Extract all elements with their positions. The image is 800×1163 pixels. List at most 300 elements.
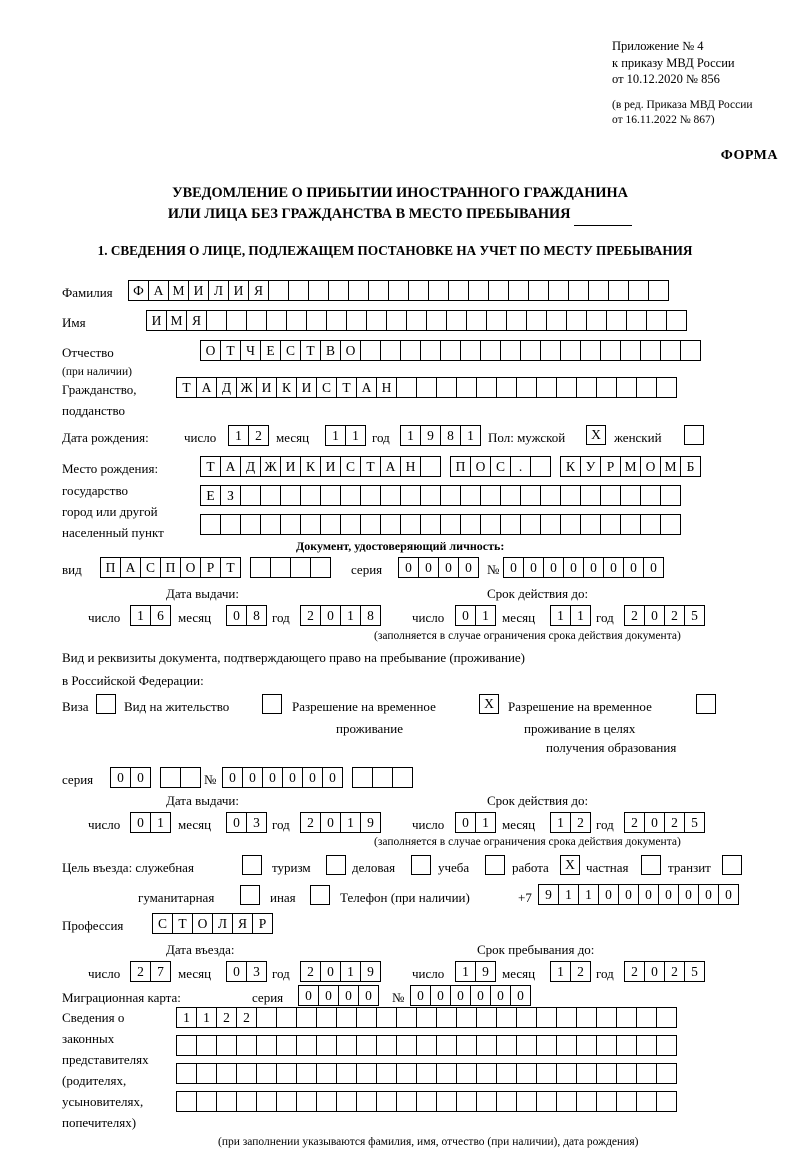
char-cell[interactable]: Л: [212, 913, 233, 934]
char-cell[interactable]: [436, 1091, 457, 1112]
char-cell[interactable]: [316, 1063, 337, 1084]
char-cell[interactable]: [436, 1063, 457, 1084]
char-cell[interactable]: Р: [200, 557, 221, 578]
char-cell[interactable]: [496, 1035, 517, 1056]
char-cell[interactable]: 2: [624, 812, 645, 833]
char-cell[interactable]: [376, 1091, 397, 1112]
char-cell[interactable]: 0: [222, 767, 243, 788]
char-cell[interactable]: [396, 1091, 417, 1112]
char-cell[interactable]: 1: [340, 812, 361, 833]
char-cell[interactable]: 0: [523, 557, 544, 578]
char-cell[interactable]: 2: [624, 605, 645, 626]
char-cell[interactable]: 1: [550, 605, 571, 626]
char-cell[interactable]: 0: [455, 605, 476, 626]
field-birthplace-city[interactable]: [200, 485, 680, 506]
char-cell[interactable]: [576, 1007, 597, 1028]
char-cell[interactable]: [540, 485, 561, 506]
char-cell[interactable]: 9: [538, 884, 559, 905]
char-cell[interactable]: 0: [130, 767, 151, 788]
char-cell[interactable]: [506, 310, 527, 331]
char-cell[interactable]: [296, 1035, 317, 1056]
char-cell[interactable]: [548, 280, 569, 301]
char-cell[interactable]: [316, 1091, 337, 1112]
char-cell[interactable]: 1: [196, 1007, 217, 1028]
char-cell[interactable]: [616, 1035, 637, 1056]
field-entry-month[interactable]: [226, 961, 266, 982]
char-cell[interactable]: Р: [600, 456, 621, 477]
char-cell[interactable]: Я: [248, 280, 269, 301]
field-birth-day[interactable]: [228, 425, 268, 446]
char-cell[interactable]: 2: [664, 605, 685, 626]
field-perm-number[interactable]: [222, 767, 412, 788]
char-cell[interactable]: 0: [226, 812, 247, 833]
char-cell[interactable]: А: [380, 456, 401, 477]
char-cell[interactable]: [240, 485, 261, 506]
char-cell[interactable]: [352, 767, 373, 788]
char-cell[interactable]: [356, 1007, 377, 1028]
char-cell[interactable]: [396, 1063, 417, 1084]
char-cell[interactable]: [656, 1091, 677, 1112]
char-cell[interactable]: 2: [300, 812, 321, 833]
char-cell[interactable]: О: [192, 913, 213, 934]
char-cell[interactable]: [376, 1063, 397, 1084]
char-cell[interactable]: 0: [563, 557, 584, 578]
char-cell[interactable]: [400, 340, 421, 361]
field-birthplace-state[interactable]: [200, 456, 700, 477]
char-cell[interactable]: [440, 485, 461, 506]
char-cell[interactable]: [268, 280, 289, 301]
char-cell[interactable]: [640, 485, 661, 506]
char-cell[interactable]: [536, 1035, 557, 1056]
char-cell[interactable]: 3: [246, 961, 267, 982]
char-cell[interactable]: Н: [400, 456, 421, 477]
char-cell[interactable]: 0: [455, 812, 476, 833]
char-cell[interactable]: 0: [358, 985, 379, 1006]
char-cell[interactable]: [388, 280, 409, 301]
char-cell[interactable]: [508, 280, 529, 301]
char-cell[interactable]: [660, 340, 681, 361]
char-cell[interactable]: О: [340, 340, 361, 361]
char-cell[interactable]: [488, 280, 509, 301]
char-cell[interactable]: [216, 1063, 237, 1084]
char-cell[interactable]: [356, 1091, 377, 1112]
char-cell[interactable]: 0: [302, 767, 323, 788]
char-cell[interactable]: [276, 1035, 297, 1056]
char-cell[interactable]: 0: [510, 985, 531, 1006]
char-cell[interactable]: [606, 310, 627, 331]
char-cell[interactable]: [526, 310, 547, 331]
char-cell[interactable]: 0: [410, 985, 431, 1006]
char-cell[interactable]: [500, 514, 521, 535]
char-cell[interactable]: Т: [200, 456, 221, 477]
char-cell[interactable]: [556, 1063, 577, 1084]
char-cell[interactable]: [250, 557, 271, 578]
char-cell[interactable]: [476, 1035, 497, 1056]
char-cell[interactable]: [416, 1007, 437, 1028]
char-cell[interactable]: [616, 1091, 637, 1112]
char-cell[interactable]: 1: [455, 961, 476, 982]
char-cell[interactable]: 1: [228, 425, 249, 446]
char-cell[interactable]: [276, 1063, 297, 1084]
char-cell[interactable]: 1: [550, 812, 571, 833]
char-cell[interactable]: [596, 377, 617, 398]
field-legal-reps-row-4[interactable]: [176, 1091, 676, 1112]
char-cell[interactable]: И: [188, 280, 209, 301]
char-cell[interactable]: [528, 280, 549, 301]
char-cell[interactable]: 0: [644, 812, 665, 833]
char-cell[interactable]: [346, 310, 367, 331]
char-cell[interactable]: [276, 1007, 297, 1028]
char-cell[interactable]: Я: [186, 310, 207, 331]
char-cell[interactable]: Р: [252, 913, 273, 934]
char-cell[interactable]: [460, 340, 481, 361]
char-cell[interactable]: 0: [318, 985, 339, 1006]
char-cell[interactable]: 9: [420, 425, 441, 446]
char-cell[interactable]: [666, 310, 687, 331]
char-cell[interactable]: [368, 280, 389, 301]
char-cell[interactable]: [476, 377, 497, 398]
char-cell[interactable]: 1: [550, 961, 571, 982]
char-cell[interactable]: [556, 1035, 577, 1056]
char-cell[interactable]: 1: [475, 605, 496, 626]
char-cell[interactable]: [326, 310, 347, 331]
char-cell[interactable]: [196, 1091, 217, 1112]
char-cell[interactable]: 0: [618, 884, 639, 905]
char-cell[interactable]: 0: [543, 557, 564, 578]
char-cell[interactable]: 1: [558, 884, 579, 905]
char-cell[interactable]: 6: [150, 605, 171, 626]
char-cell[interactable]: 0: [130, 812, 151, 833]
char-cell[interactable]: 1: [130, 605, 151, 626]
char-cell[interactable]: [196, 1035, 217, 1056]
char-cell[interactable]: 2: [664, 812, 685, 833]
char-cell[interactable]: [340, 514, 361, 535]
char-cell[interactable]: Т: [172, 913, 193, 934]
char-cell[interactable]: И: [320, 456, 341, 477]
char-cell[interactable]: Т: [176, 377, 197, 398]
char-cell[interactable]: [556, 1007, 577, 1028]
char-cell[interactable]: [608, 280, 629, 301]
char-cell[interactable]: [516, 1063, 537, 1084]
char-cell[interactable]: 0: [503, 557, 524, 578]
checkbox-edu-residence[interactable]: [696, 694, 716, 714]
char-cell[interactable]: [520, 340, 541, 361]
char-cell[interactable]: 2: [300, 605, 321, 626]
char-cell[interactable]: С: [316, 377, 337, 398]
char-cell[interactable]: 0: [638, 884, 659, 905]
char-cell[interactable]: 5: [684, 605, 705, 626]
char-cell[interactable]: 2: [300, 961, 321, 982]
char-cell[interactable]: [576, 1035, 597, 1056]
char-cell[interactable]: 0: [398, 557, 419, 578]
char-cell[interactable]: [256, 1063, 277, 1084]
char-cell[interactable]: [270, 557, 291, 578]
char-cell[interactable]: [376, 1007, 397, 1028]
char-cell[interactable]: [340, 485, 361, 506]
char-cell[interactable]: [496, 377, 517, 398]
checkbox-sex-female[interactable]: [684, 425, 704, 445]
char-cell[interactable]: [180, 767, 201, 788]
char-cell[interactable]: 0: [320, 961, 341, 982]
field-stay-day[interactable]: [455, 961, 495, 982]
char-cell[interactable]: [260, 485, 281, 506]
char-cell[interactable]: [476, 1063, 497, 1084]
checkbox-purpose-tourism[interactable]: [326, 855, 346, 875]
field-perm-issue-year[interactable]: [300, 812, 380, 833]
char-cell[interactable]: [376, 1035, 397, 1056]
char-cell[interactable]: [360, 340, 381, 361]
char-cell[interactable]: [600, 514, 621, 535]
char-cell[interactable]: 0: [583, 557, 604, 578]
char-cell[interactable]: 1: [340, 605, 361, 626]
char-cell[interactable]: 2: [216, 1007, 237, 1028]
char-cell[interactable]: Е: [200, 485, 221, 506]
char-cell[interactable]: [556, 377, 577, 398]
char-cell[interactable]: [626, 310, 647, 331]
char-cell[interactable]: [656, 1035, 677, 1056]
char-cell[interactable]: [520, 514, 541, 535]
char-cell[interactable]: 0: [110, 767, 131, 788]
checkbox-temp-residence[interactable]: X: [479, 694, 499, 714]
char-cell[interactable]: [246, 310, 267, 331]
char-cell[interactable]: [580, 485, 601, 506]
char-cell[interactable]: [560, 485, 581, 506]
char-cell[interactable]: [356, 1063, 377, 1084]
char-cell[interactable]: И: [280, 456, 301, 477]
field-birth-month[interactable]: [325, 425, 365, 446]
char-cell[interactable]: [336, 1091, 357, 1112]
char-cell[interactable]: [400, 485, 421, 506]
char-cell[interactable]: Т: [360, 456, 381, 477]
char-cell[interactable]: [296, 1091, 317, 1112]
char-cell[interactable]: Ф: [128, 280, 149, 301]
char-cell[interactable]: [396, 377, 417, 398]
char-cell[interactable]: [580, 340, 601, 361]
char-cell[interactable]: 0: [338, 985, 359, 1006]
char-cell[interactable]: П: [100, 557, 121, 578]
char-cell[interactable]: [536, 1063, 557, 1084]
char-cell[interactable]: [308, 280, 329, 301]
char-cell[interactable]: О: [470, 456, 491, 477]
char-cell[interactable]: [476, 1007, 497, 1028]
checkbox-visa[interactable]: [96, 694, 116, 714]
char-cell[interactable]: З: [220, 485, 241, 506]
char-cell[interactable]: [400, 514, 421, 535]
char-cell[interactable]: [476, 1091, 497, 1112]
char-cell[interactable]: [256, 1091, 277, 1112]
char-cell[interactable]: К: [300, 456, 321, 477]
char-cell[interactable]: [290, 557, 311, 578]
char-cell[interactable]: 1: [176, 1007, 197, 1028]
field-stay-month[interactable]: [550, 961, 590, 982]
char-cell[interactable]: 2: [236, 1007, 257, 1028]
char-cell[interactable]: 1: [475, 812, 496, 833]
char-cell[interactable]: [220, 514, 241, 535]
char-cell[interactable]: И: [296, 377, 317, 398]
char-cell[interactable]: [456, 1063, 477, 1084]
char-cell[interactable]: [380, 514, 401, 535]
field-mig-series[interactable]: [298, 985, 378, 1006]
char-cell[interactable]: 0: [226, 961, 247, 982]
char-cell[interactable]: [456, 1091, 477, 1112]
char-cell[interactable]: [620, 340, 641, 361]
char-cell[interactable]: [660, 514, 681, 535]
field-mig-number[interactable]: [410, 985, 530, 1006]
char-cell[interactable]: 5: [684, 812, 705, 833]
field-legal-reps-row-1[interactable]: [176, 1007, 676, 1028]
char-cell[interactable]: Н: [376, 377, 397, 398]
checkbox-sex-male[interactable]: X: [586, 425, 606, 445]
field-citizenship[interactable]: [176, 377, 676, 398]
char-cell[interactable]: И: [146, 310, 167, 331]
char-cell[interactable]: [448, 280, 469, 301]
char-cell[interactable]: 9: [475, 961, 496, 982]
char-cell[interactable]: [648, 280, 669, 301]
char-cell[interactable]: 0: [458, 557, 479, 578]
char-cell[interactable]: Д: [216, 377, 237, 398]
char-cell[interactable]: 2: [570, 961, 591, 982]
char-cell[interactable]: 1: [400, 425, 421, 446]
char-cell[interactable]: [386, 310, 407, 331]
char-cell[interactable]: 0: [322, 767, 343, 788]
char-cell[interactable]: [236, 1063, 257, 1084]
char-cell[interactable]: [660, 485, 681, 506]
char-cell[interactable]: [286, 310, 307, 331]
field-phone[interactable]: [538, 884, 738, 905]
char-cell[interactable]: .: [510, 456, 531, 477]
char-cell[interactable]: [336, 1007, 357, 1028]
char-cell[interactable]: 8: [246, 605, 267, 626]
char-cell[interactable]: [236, 1091, 257, 1112]
char-cell[interactable]: И: [228, 280, 249, 301]
char-cell[interactable]: [200, 514, 221, 535]
char-cell[interactable]: Л: [208, 280, 229, 301]
char-cell[interactable]: [466, 310, 487, 331]
char-cell[interactable]: [296, 1007, 317, 1028]
char-cell[interactable]: 2: [624, 961, 645, 982]
char-cell[interactable]: А: [120, 557, 141, 578]
checkbox-purpose-other[interactable]: [310, 885, 330, 905]
char-cell[interactable]: [516, 1007, 537, 1028]
char-cell[interactable]: [310, 557, 331, 578]
char-cell[interactable]: 1: [460, 425, 481, 446]
char-cell[interactable]: И: [256, 377, 277, 398]
char-cell[interactable]: [586, 310, 607, 331]
char-cell[interactable]: [536, 1007, 557, 1028]
char-cell[interactable]: [588, 280, 609, 301]
field-perm-valid-day[interactable]: [455, 812, 495, 833]
char-cell[interactable]: [516, 377, 537, 398]
char-cell[interactable]: М: [168, 280, 189, 301]
char-cell[interactable]: 0: [718, 884, 739, 905]
char-cell[interactable]: [420, 340, 441, 361]
char-cell[interactable]: [288, 280, 309, 301]
char-cell[interactable]: М: [660, 456, 681, 477]
char-cell[interactable]: С: [152, 913, 173, 934]
char-cell[interactable]: [460, 485, 481, 506]
char-cell[interactable]: [316, 1007, 337, 1028]
char-cell[interactable]: [480, 514, 501, 535]
char-cell[interactable]: [576, 1063, 597, 1084]
field-birthplace-city-line2[interactable]: [200, 514, 680, 535]
char-cell[interactable]: Ж: [236, 377, 257, 398]
char-cell[interactable]: [580, 514, 601, 535]
char-cell[interactable]: С: [280, 340, 301, 361]
char-cell[interactable]: [656, 1007, 677, 1028]
char-cell[interactable]: [300, 514, 321, 535]
char-cell[interactable]: 8: [360, 605, 381, 626]
char-cell[interactable]: 0: [644, 605, 665, 626]
char-cell[interactable]: С: [140, 557, 161, 578]
char-cell[interactable]: [320, 514, 341, 535]
char-cell[interactable]: [468, 280, 489, 301]
char-cell[interactable]: [396, 1035, 417, 1056]
char-cell[interactable]: [636, 1091, 657, 1112]
char-cell[interactable]: [408, 280, 429, 301]
char-cell[interactable]: [416, 1091, 437, 1112]
checkbox-purpose-private[interactable]: [641, 855, 661, 875]
char-cell[interactable]: В: [320, 340, 341, 361]
char-cell[interactable]: [436, 377, 457, 398]
char-cell[interactable]: [320, 485, 341, 506]
char-cell[interactable]: [460, 514, 481, 535]
char-cell[interactable]: 1: [578, 884, 599, 905]
char-cell[interactable]: 0: [242, 767, 263, 788]
char-cell[interactable]: [500, 485, 521, 506]
char-cell[interactable]: [316, 1035, 337, 1056]
field-entry-day[interactable]: [130, 961, 170, 982]
char-cell[interactable]: [356, 1035, 377, 1056]
char-cell[interactable]: [348, 280, 369, 301]
char-cell[interactable]: К: [276, 377, 297, 398]
char-cell[interactable]: [576, 1091, 597, 1112]
char-cell[interactable]: [176, 1063, 197, 1084]
char-cell[interactable]: [560, 340, 581, 361]
char-cell[interactable]: [372, 767, 393, 788]
char-cell[interactable]: [416, 1035, 437, 1056]
char-cell[interactable]: [636, 1063, 657, 1084]
field-doc-issue-year[interactable]: [300, 605, 380, 626]
char-cell[interactable]: 5: [684, 961, 705, 982]
char-cell[interactable]: 0: [320, 812, 341, 833]
char-cell[interactable]: [576, 377, 597, 398]
char-cell[interactable]: [516, 1035, 537, 1056]
char-cell[interactable]: Т: [220, 557, 241, 578]
char-cell[interactable]: [596, 1063, 617, 1084]
char-cell[interactable]: [336, 1035, 357, 1056]
char-cell[interactable]: [440, 514, 461, 535]
char-cell[interactable]: [420, 485, 441, 506]
char-cell[interactable]: [436, 1035, 457, 1056]
char-cell[interactable]: [206, 310, 227, 331]
char-cell[interactable]: 1: [325, 425, 346, 446]
char-cell[interactable]: Д: [240, 456, 261, 477]
char-cell[interactable]: [636, 1007, 657, 1028]
char-cell[interactable]: [456, 377, 477, 398]
field-doc-valid-day[interactable]: [455, 605, 495, 626]
char-cell[interactable]: 1: [340, 961, 361, 982]
char-cell[interactable]: П: [450, 456, 471, 477]
char-cell[interactable]: [616, 377, 637, 398]
char-cell[interactable]: 7: [150, 961, 171, 982]
char-cell[interactable]: 0: [470, 985, 491, 1006]
char-cell[interactable]: [636, 377, 657, 398]
char-cell[interactable]: 0: [298, 985, 319, 1006]
char-cell[interactable]: [306, 310, 327, 331]
char-cell[interactable]: [280, 514, 301, 535]
char-cell[interactable]: [336, 1063, 357, 1084]
char-cell[interactable]: М: [620, 456, 641, 477]
